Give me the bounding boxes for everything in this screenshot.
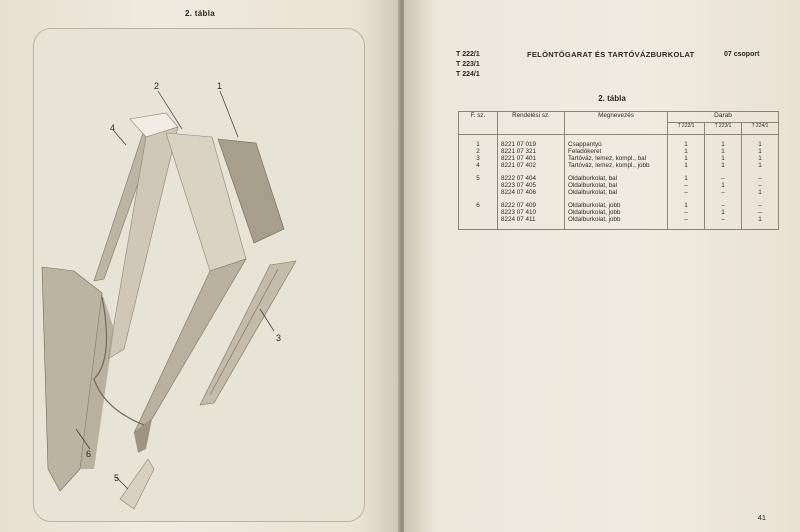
parts-table-body — [459, 135, 779, 230]
row-name: Oldalburkolat, jobb — [565, 216, 668, 223]
row-fsz: 2 — [459, 148, 498, 155]
row-name: Oldalburkolat, bal — [565, 175, 668, 182]
header-model: T 222/1 — [668, 123, 705, 135]
table-row — [459, 148, 779, 155]
row-code: 8221 07 019 — [498, 141, 565, 148]
row-qty: 1 — [705, 141, 742, 148]
model-list — [456, 50, 480, 80]
exploded-view-drawing — [34, 29, 364, 521]
row-code: 8221 07 402 — [498, 162, 565, 169]
row-fsz: 1 — [459, 141, 498, 148]
table-row — [459, 202, 779, 209]
row-qty: – — [742, 175, 779, 182]
row-qty: 1 — [705, 209, 742, 216]
row-name: Tartóváz, lemez, kompl., jobb — [565, 162, 668, 169]
row-qty: 1 — [705, 155, 742, 162]
row-fsz: 5 — [459, 175, 498, 182]
right-page — [404, 0, 800, 532]
row-fsz: 3 — [459, 155, 498, 162]
row-code: 8222 07 409 — [498, 202, 565, 209]
row-qty: – — [668, 189, 705, 196]
row-spacer — [459, 223, 779, 230]
model-item: T 224/1 — [456, 71, 480, 78]
row-name: Csappantyú — [565, 141, 668, 148]
row-qty: – — [705, 175, 742, 182]
page-number: 41 — [757, 513, 766, 522]
row-qty: – — [705, 189, 742, 196]
header-fsz: F. sz. — [459, 112, 498, 135]
row-code: 8223 07 405 — [498, 182, 565, 189]
row-qty: 1 — [668, 148, 705, 155]
row-qty: 1 — [742, 148, 779, 155]
row-name: Oldalburkolat, bal — [565, 189, 668, 196]
row-qty: 1 — [742, 155, 779, 162]
row-qty: – — [705, 202, 742, 209]
row-qty: 1 — [742, 189, 779, 196]
row-qty: – — [742, 202, 779, 209]
row-qty: 1 — [742, 141, 779, 148]
row-qty: 1 — [705, 148, 742, 155]
row-qty: 1 — [668, 202, 705, 209]
table-row — [459, 189, 779, 196]
callout-3: 3 — [276, 333, 282, 343]
row-fsz — [459, 189, 498, 196]
row-fsz: 4 — [459, 162, 498, 169]
section-title: FELÖNTŐGARAT ÉS TARTÓVÁZBURKOLAT — [527, 50, 695, 59]
row-name: Oldalburkolat, jobb — [565, 209, 668, 216]
row-code: 8224 07 406 — [498, 189, 565, 196]
table-row — [459, 216, 779, 223]
row-code: 8221 07 401 — [498, 155, 565, 162]
header-code: Rendelési sz. — [498, 112, 565, 135]
row-qty: – — [742, 182, 779, 189]
table-row — [459, 141, 779, 148]
callout-2: 2 — [154, 81, 160, 91]
table-row — [459, 162, 779, 169]
row-code: 8221 07 321 — [498, 148, 565, 155]
header-darab: Darab — [668, 112, 779, 123]
callout-5: 5 — [114, 473, 120, 483]
row-qty: – — [668, 216, 705, 223]
row-name: Tartóváz, lemez, kompl., bal — [565, 155, 668, 162]
row-qty: 1 — [705, 182, 742, 189]
parts-photo — [33, 28, 365, 522]
row-qty: 1 — [668, 155, 705, 162]
callout-6: 6 — [86, 449, 92, 459]
row-fsz: 6 — [459, 202, 498, 209]
row-name: Oldalburkolat, jobb — [565, 202, 668, 209]
table-row — [459, 175, 779, 182]
row-qty: 1 — [668, 162, 705, 169]
parts-table — [458, 111, 779, 230]
row-qty: 1 — [742, 216, 779, 223]
row-qty: – — [668, 182, 705, 189]
header-name: Megnevezés — [565, 112, 668, 135]
table-row — [459, 209, 779, 216]
row-qty: 1 — [668, 141, 705, 148]
row-name: Oldalburkolat, bal — [565, 182, 668, 189]
header-model: T 224/1 — [742, 123, 779, 135]
model-item: T 223/1 — [456, 61, 480, 68]
row-fsz — [459, 216, 498, 223]
model-item: T 222/1 — [456, 51, 480, 58]
row-qty: – — [668, 209, 705, 216]
callout-4: 4 — [110, 123, 116, 133]
row-code: 8223 07 410 — [498, 209, 565, 216]
row-qty: 1 — [742, 162, 779, 169]
row-qty: – — [705, 216, 742, 223]
row-code: 8222 07 404 — [498, 175, 565, 182]
table-row — [459, 155, 779, 162]
row-qty: 1 — [705, 162, 742, 169]
row-name: Feladókeret — [565, 148, 668, 155]
header-model: T 223/1 — [705, 123, 742, 135]
row-qty: 1 — [668, 175, 705, 182]
table-row — [459, 182, 779, 189]
row-code: 8224 07 411 — [498, 216, 565, 223]
row-fsz — [459, 182, 498, 189]
row-fsz — [459, 209, 498, 216]
group-label: 07 csoport — [724, 51, 760, 58]
plate-title: 2. tábla — [185, 9, 215, 18]
row-qty: – — [742, 209, 779, 216]
callout-1: 1 — [217, 81, 223, 91]
table-title: 2. tábla — [598, 94, 626, 103]
